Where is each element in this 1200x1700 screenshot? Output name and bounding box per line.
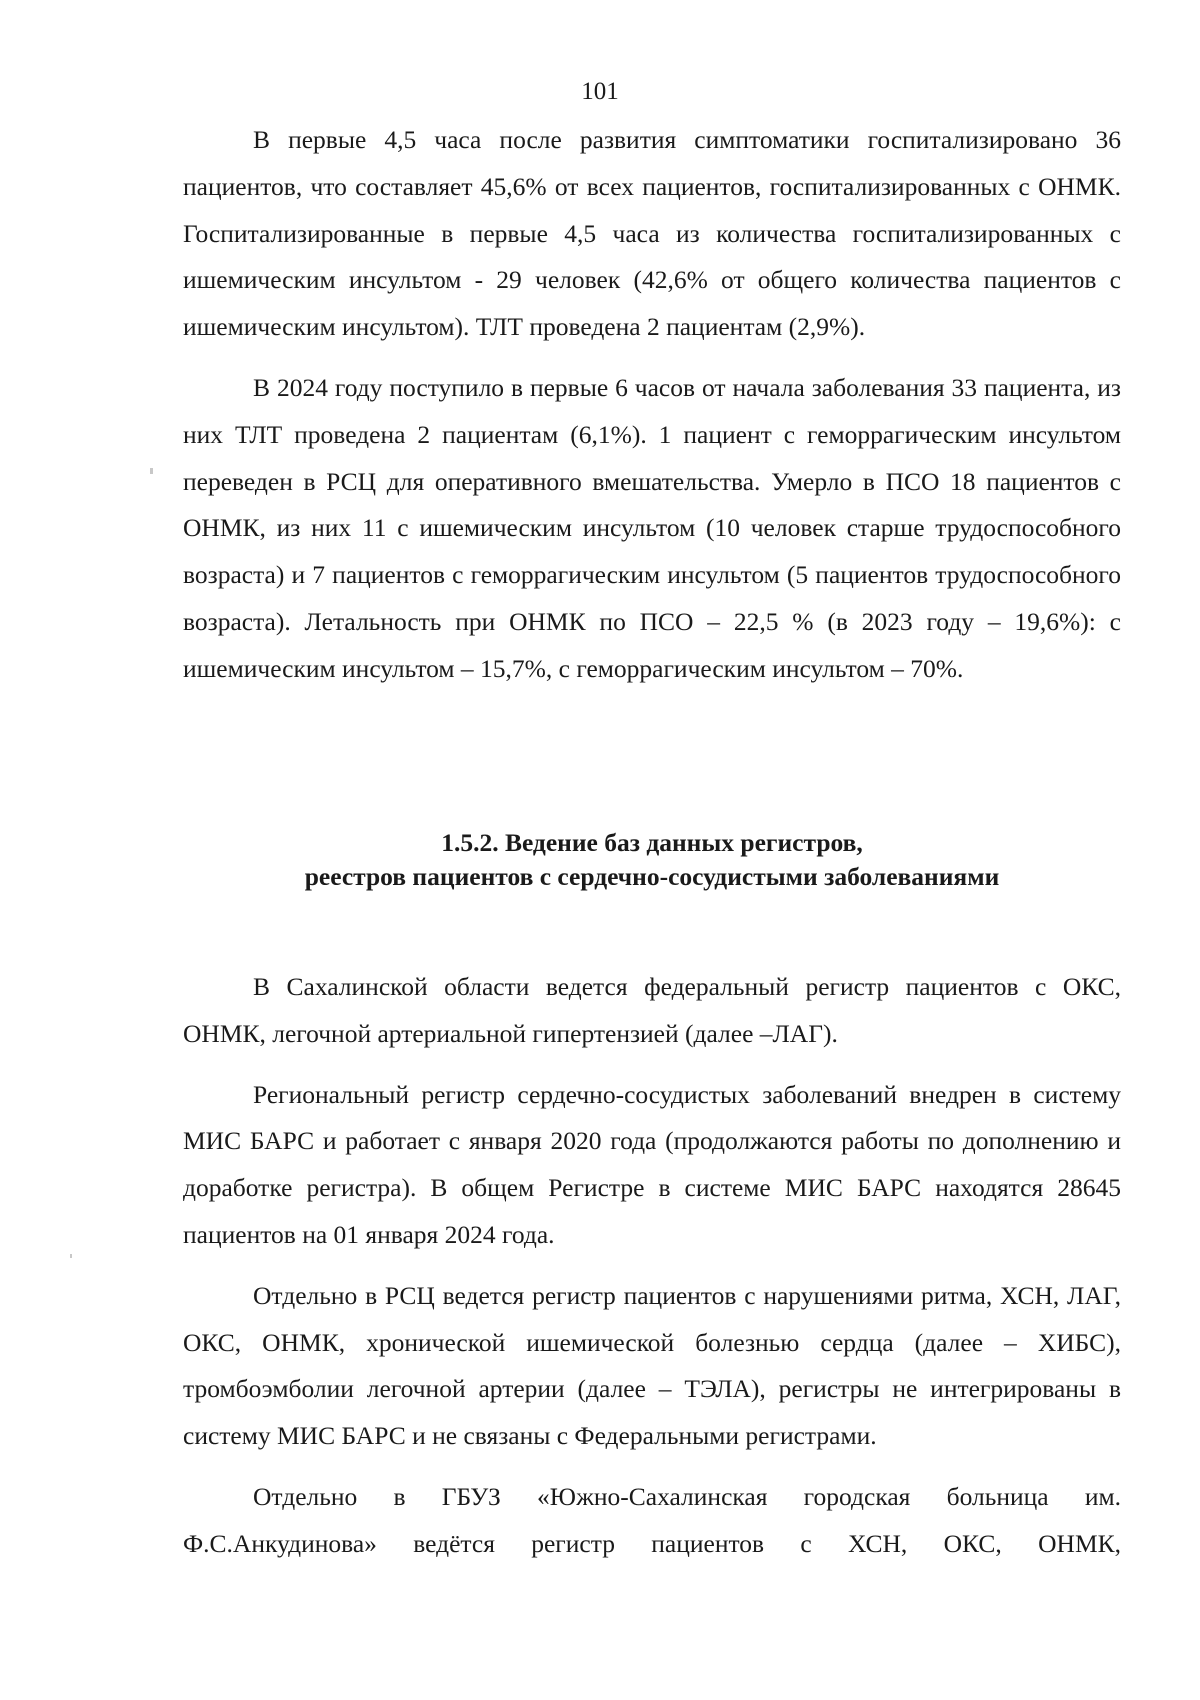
section-heading [183,826,1121,894]
paragraph: Отдельно в ГБУЗ «Южно-Сахалинская городская больница им. Ф.С.Анкудинова» ведётся регистр пациентов с ХСН, ОКС, ОНМК, [183,1481,1121,1558]
section-heading-line: реестров пациентов с сердечно-сосудистыми заболеваниями [304,862,1000,891]
scan-dust-mark [70,1254,72,1258]
body-text-top [183,117,1121,693]
paragraph: Отдельно в РСЦ ведется регистр пациентов с нарушениями ритма, ХСН, ЛАГ, ОКС, ОНМК, хронической ишемической болезнью сердца (далее – ХИБС), тромбоэмболии легочной артерии (далее – ТЭЛА), регистры не интегрированы в систему МИС БАРС и не связаны с Федеральными регистрами. [183,1280,1121,1451]
paragraph: В 2024 году поступило в первые 6 часов от начала заболевания 33 пациента, из них ТЛТ проведена 2 пациентам (6,1%). 1 пациент с геморрагическим инсультом переведен в РСЦ для оперативного вмешательства. Умерло в ПСО 18 пациентов с ОНМК, из них 11 с ишемическим инсультом (10 человек старше трудоспособного возраста) и 7 пациентов с геморрагическим инсультом (5 пациентов трудоспособного возраста). Летальность при ОНМК по ПСО – 22,5 % (в 2023 году – 19,6%): с ишемическим инсультом – 15,7%, с геморрагическим инсультом – 70%. [183,372,1121,683]
paragraph: Региональный регистр сердечно-сосудистых заболеваний внедрен в систему МИС БАРС и работает с января 2020 года (продолжаются работы по дополнению и доработке регистра). В общем Регистре в системе МИС БАРС находятся 28645 пациентов на 01 января 2024 года. [183,1079,1121,1249]
paragraph: В Сахалинской области ведется федеральный регистр пациентов с ОКС, ОНМК, легочной артериальной гипертензией (далее –ЛАГ). [183,972,1121,1048]
scan-dust-mark [150,468,153,474]
section-heading-line: 1.5.2. Ведение баз данных регистров, [441,828,863,857]
page-number: 101 [581,78,619,105]
paragraph: В первые 4,5 часа после развития симптоматики госпитализировано 36 пациентов, что составляет 45,6% от всех пациентов, госпитализированных с ОНМК. Госпитализированные в первые 4,5 часа из количества госпитализированных с ишемическим инсультом - 29 человек (42,6% от общего количества пациентов с ишемическим инсультом). ТЛТ проведена 2 пациентам (2,9%). [183,125,1121,342]
body-text-bottom [183,964,1121,1568]
